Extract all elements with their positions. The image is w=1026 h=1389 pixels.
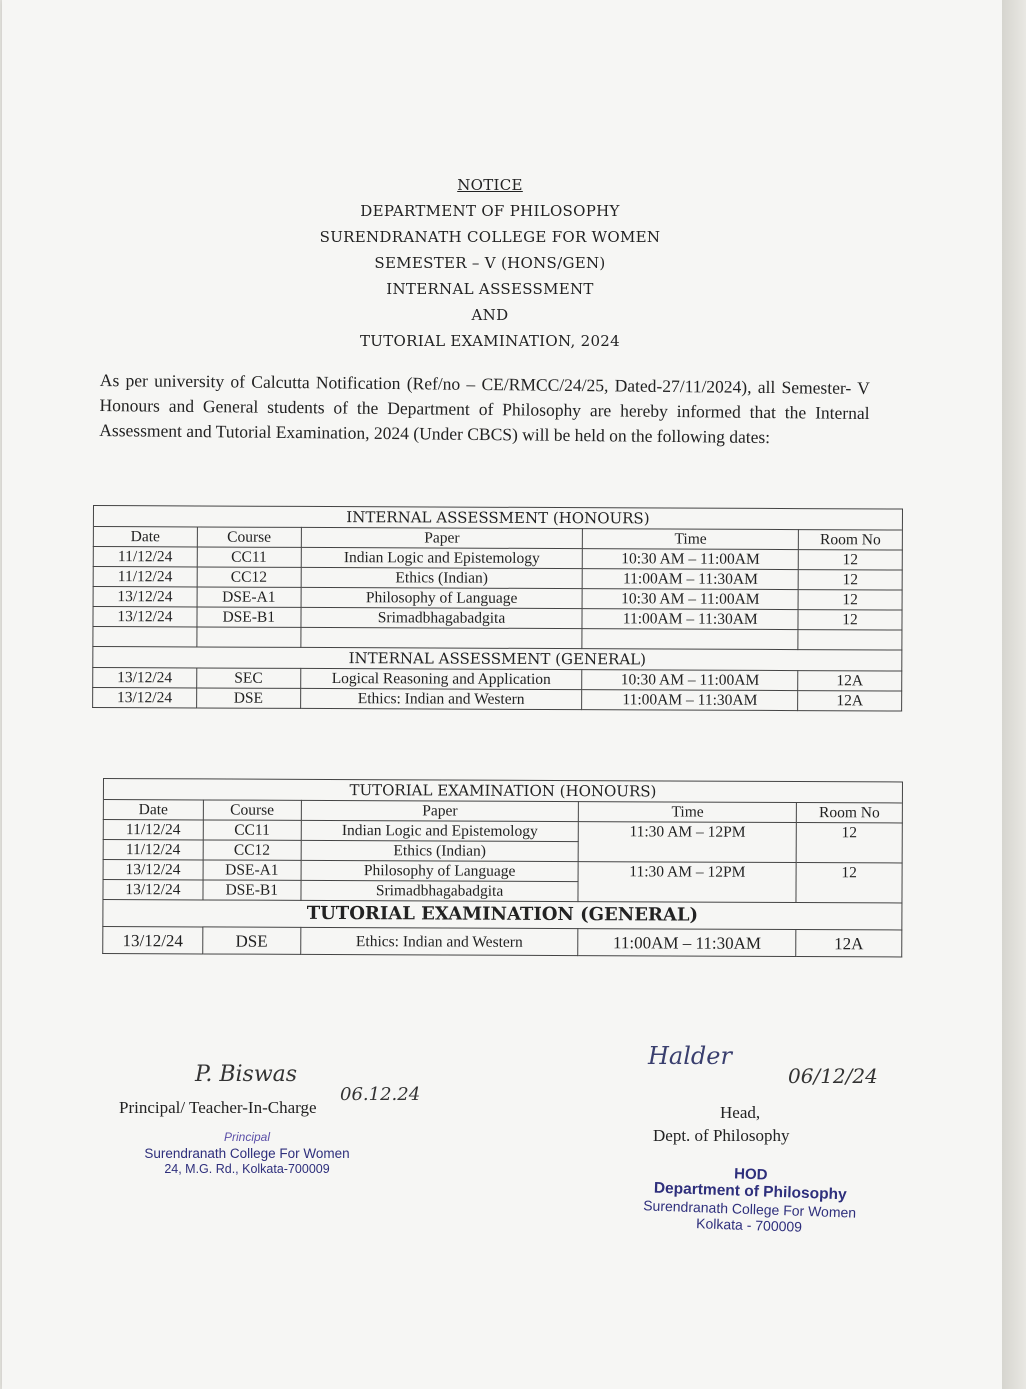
header-time: Time — [583, 529, 799, 550]
principal-sign-date: 06.12.24 — [340, 1084, 421, 1105]
cell-paper: Philosophy of Language — [301, 587, 583, 608]
cell-time: 11:30 AM – 12PM — [578, 862, 796, 903]
header-time: Time — [579, 802, 797, 823]
cell-time: 10:30 AM – 11:00AM — [583, 549, 799, 570]
header-date: Date — [93, 527, 197, 547]
and-line: AND — [471, 306, 509, 324]
cell-room: 12 — [798, 590, 902, 610]
cell-date: 13/12/24 — [93, 607, 197, 627]
cell-course: SEC — [197, 668, 301, 688]
semester-line: SEMESTER – V (HONS/GEN) — [374, 254, 606, 272]
notice-title: NOTICE — [457, 176, 523, 194]
tutorial-examination-table — [102, 778, 903, 957]
principal-stamp-address: 24, M.G. Rd., Kolkata-700009 — [164, 1162, 330, 1176]
header-room: Room No — [798, 530, 902, 550]
header-paper: Paper — [301, 800, 579, 821]
principal-title: Principal/ Teacher-In-Charge — [119, 1098, 317, 1117]
cell-paper: Ethics: Indian and Western — [300, 688, 582, 709]
section-title-tut-general: TUTORIAL EXAMINATION (GENERAL) — [103, 900, 902, 930]
cell-time: 10:30 AM – 11:00AM — [582, 670, 798, 691]
table-row — [93, 688, 902, 712]
section-title-ia-general: INTERNAL ASSESSMENT (GENERAL) — [93, 647, 902, 672]
cell-course: CC11 — [197, 547, 301, 567]
notice-header — [300, 172, 680, 354]
cell-paper: Srimadbhagabadgita — [301, 607, 583, 628]
hod-stamp-dept: Department of Philosophy — [653, 1179, 847, 1204]
hod-signature: Halder — [648, 1042, 732, 1070]
hod-stamp-address: Kolkata - 700009 — [695, 1215, 803, 1235]
cell-time: 11:30 AM – 12PM — [579, 822, 797, 863]
cell-paper: Logical Reasoning and Application — [300, 668, 582, 689]
page-edge — [1002, 0, 1026, 1389]
cell-course: CC12 — [203, 840, 301, 860]
header-course: Course — [197, 527, 301, 547]
cell-room: 12A — [796, 930, 902, 957]
cell-paper: Ethics (Indian) — [301, 567, 583, 588]
header-date: Date — [103, 800, 203, 820]
cell-date: 13/12/24 — [103, 880, 203, 900]
principal-stamp-college: Surendranath College For Women — [144, 1146, 350, 1161]
principal-stamp-role: Principal — [223, 1130, 271, 1144]
header-room: Room No — [796, 803, 902, 823]
cell-paper: Philosophy of Language — [301, 860, 579, 881]
cell-course: CC12 — [197, 567, 301, 587]
cell-course: DSE — [196, 688, 300, 708]
cell-time: 10:30 AM – 11:00AM — [582, 589, 798, 610]
cell-course: DSE-B1 — [203, 880, 301, 900]
cell-date: 11/12/24 — [103, 840, 203, 860]
tutorial-line: TUTORIAL EXAMINATION, 2024 — [360, 332, 620, 350]
header-course: Course — [203, 800, 301, 820]
cell-date: 13/12/24 — [93, 587, 197, 607]
cell-room: 12A — [798, 691, 902, 711]
cell-date: 11/12/24 — [103, 820, 203, 840]
principal-stamp — [140, 1130, 354, 1176]
hod-stamp — [629, 1162, 871, 1237]
cell-paper: Indian Logic and Epistemology — [301, 547, 583, 568]
cell-time: 11:00AM – 11:30AM — [582, 609, 798, 630]
cell-time: 11:00AM – 11:30AM — [583, 569, 799, 590]
cell-room: 12 — [796, 823, 902, 863]
cell-course: CC11 — [203, 820, 301, 840]
cell-course: DSE-A1 — [197, 587, 301, 607]
section-title-tut-honours: TUTORIAL EXAMINATION (HONOURS) — [103, 779, 902, 803]
cell-paper: Indian Logic and Epistemology — [301, 820, 579, 841]
cell-date: 13/12/24 — [93, 688, 197, 708]
cell-room: 12A — [798, 671, 902, 691]
assessment-line: INTERNAL ASSESSMENT — [386, 280, 594, 298]
cell-room: 12 — [796, 863, 902, 903]
cell-room: 12 — [798, 610, 902, 630]
cell-course: DSE — [203, 927, 301, 954]
college-line: SURENDRANATH COLLEGE FOR WOMEN — [319, 228, 661, 246]
hod-stamp-college: Surendranath College For Women — [642, 1197, 857, 1221]
cell-date: 11/12/24 — [93, 567, 197, 587]
cell-paper: Srimadbhagabadgita — [301, 880, 579, 901]
cell-room: 12 — [798, 550, 902, 570]
hod-stamp-role: HOD — [733, 1165, 768, 1184]
hod-sign-date: 06/12/24 — [788, 1064, 878, 1088]
principal-signature: P. Biswas — [195, 1062, 298, 1087]
cell-paper: Ethics: Indian and Western — [300, 927, 578, 955]
cell-date: 13/12/24 — [93, 668, 197, 688]
section-title-ia-honours: INTERNAL ASSESSMENT (HONOURS) — [93, 506, 902, 531]
cell-paper: Ethics (Indian) — [301, 840, 579, 861]
cell-date: 13/12/24 — [103, 860, 203, 880]
internal-assessment-table — [92, 505, 903, 712]
intro-paragraph: As per university of Calcutta Notification (Ref/no – CE/RMCC/24/25, Dated-27/11/2024), all Semester- V Honours and General students of the Department of Philosophy are hereby informed that the Internal Assessment and Tutorial Examination, 2024 (Under CBCS) will be held on the following dates: — [99, 369, 870, 448]
hod-title-dept: Dept. of Philosophy — [653, 1126, 790, 1145]
cell-time: 11:00AM – 11:30AM — [578, 929, 796, 957]
cell-time: 11:00AM – 11:30AM — [582, 690, 798, 711]
cell-room: 12 — [798, 570, 902, 590]
department-line: DEPARTMENT OF PHILOSOPHY — [360, 202, 620, 220]
table-row — [103, 927, 902, 957]
header-paper: Paper — [301, 527, 583, 548]
cell-date: 11/12/24 — [93, 547, 197, 567]
cell-date: 13/12/24 — [103, 927, 203, 954]
cell-course: DSE-B1 — [197, 607, 301, 627]
hod-title-head: Head, — [720, 1103, 761, 1122]
cell-course: DSE-A1 — [203, 860, 301, 880]
